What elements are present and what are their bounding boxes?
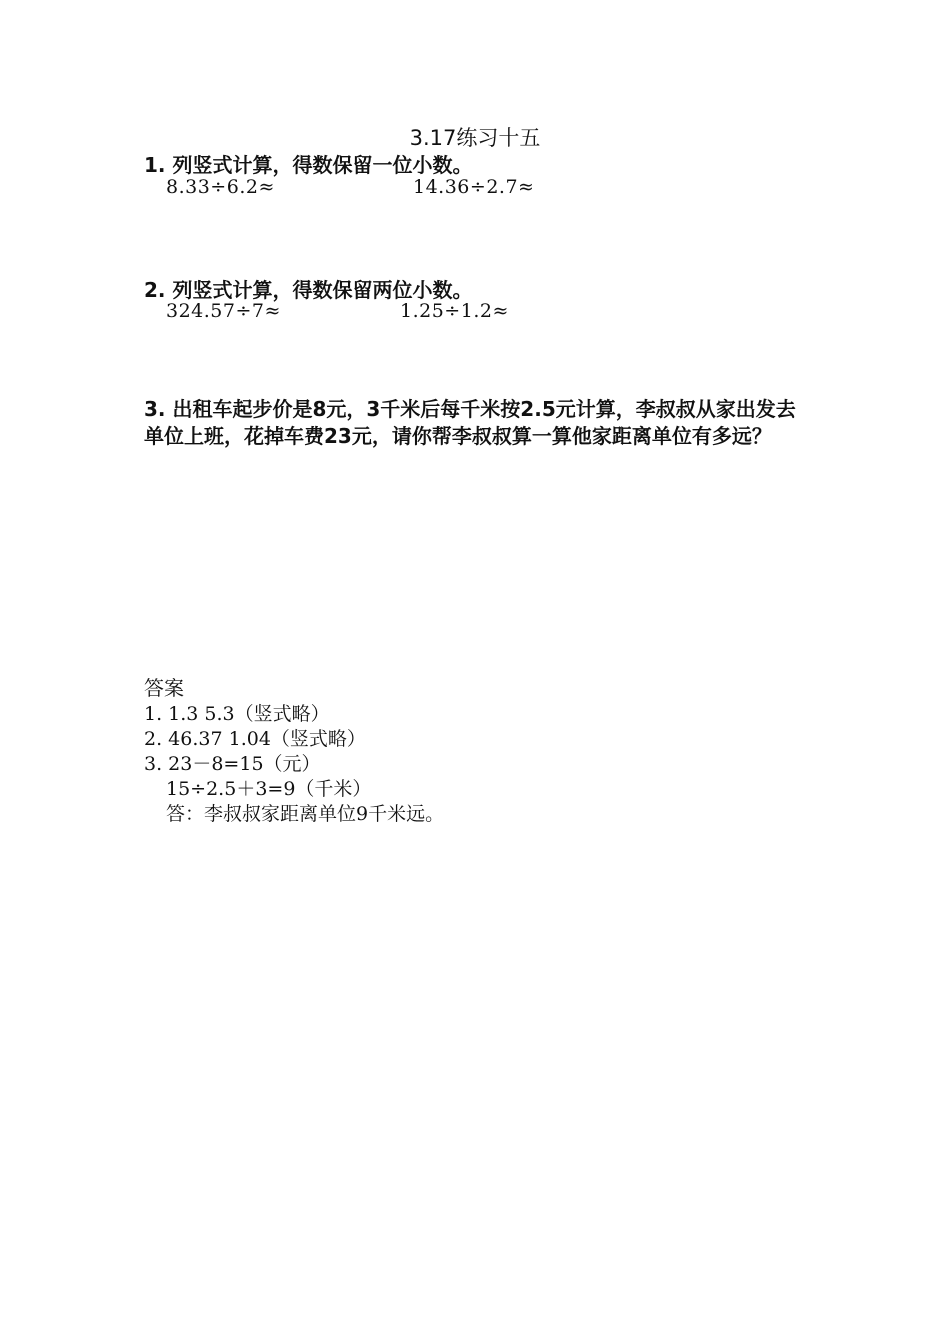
answers-title: 答案 [144, 676, 184, 700]
answer-line-5: 答：李叔叔家距离单位9千米远。 [166, 803, 445, 825]
answer-line-4: 15÷2.5＋3=9（千米） [166, 778, 372, 800]
question-3-text: 3. 出租车起步价是8元，3千米后每千米按2.5元计算，李叔叔从家出发去单位上班，花掉车费23元，请你帮李叔叔算一算他家距离单位有多远？ [144, 397, 796, 448]
question-2-heading: 2. 列竖式计算，得数保留两位小数。 [144, 278, 473, 302]
question-1-expression-2: 14.36÷2.7≈ [413, 176, 535, 198]
page-title: 3.17练习十五 [409, 126, 541, 150]
answer-line-2: 2. 46.37 1.04（竖式略） [144, 728, 366, 750]
question-1-heading: 1. 列竖式计算，得数保留一位小数。 [144, 153, 473, 177]
answer-line-1: 1. 1.3 5.3（竖式略） [144, 703, 330, 725]
question-1-expression-1: 8.33÷6.2≈ [166, 176, 275, 198]
question-2-expression-2: 1.25÷1.2≈ [400, 300, 509, 322]
answer-line-3: 3. 23－8=15（元） [144, 753, 321, 775]
question-2-expression-1: 324.57÷7≈ [166, 300, 281, 322]
